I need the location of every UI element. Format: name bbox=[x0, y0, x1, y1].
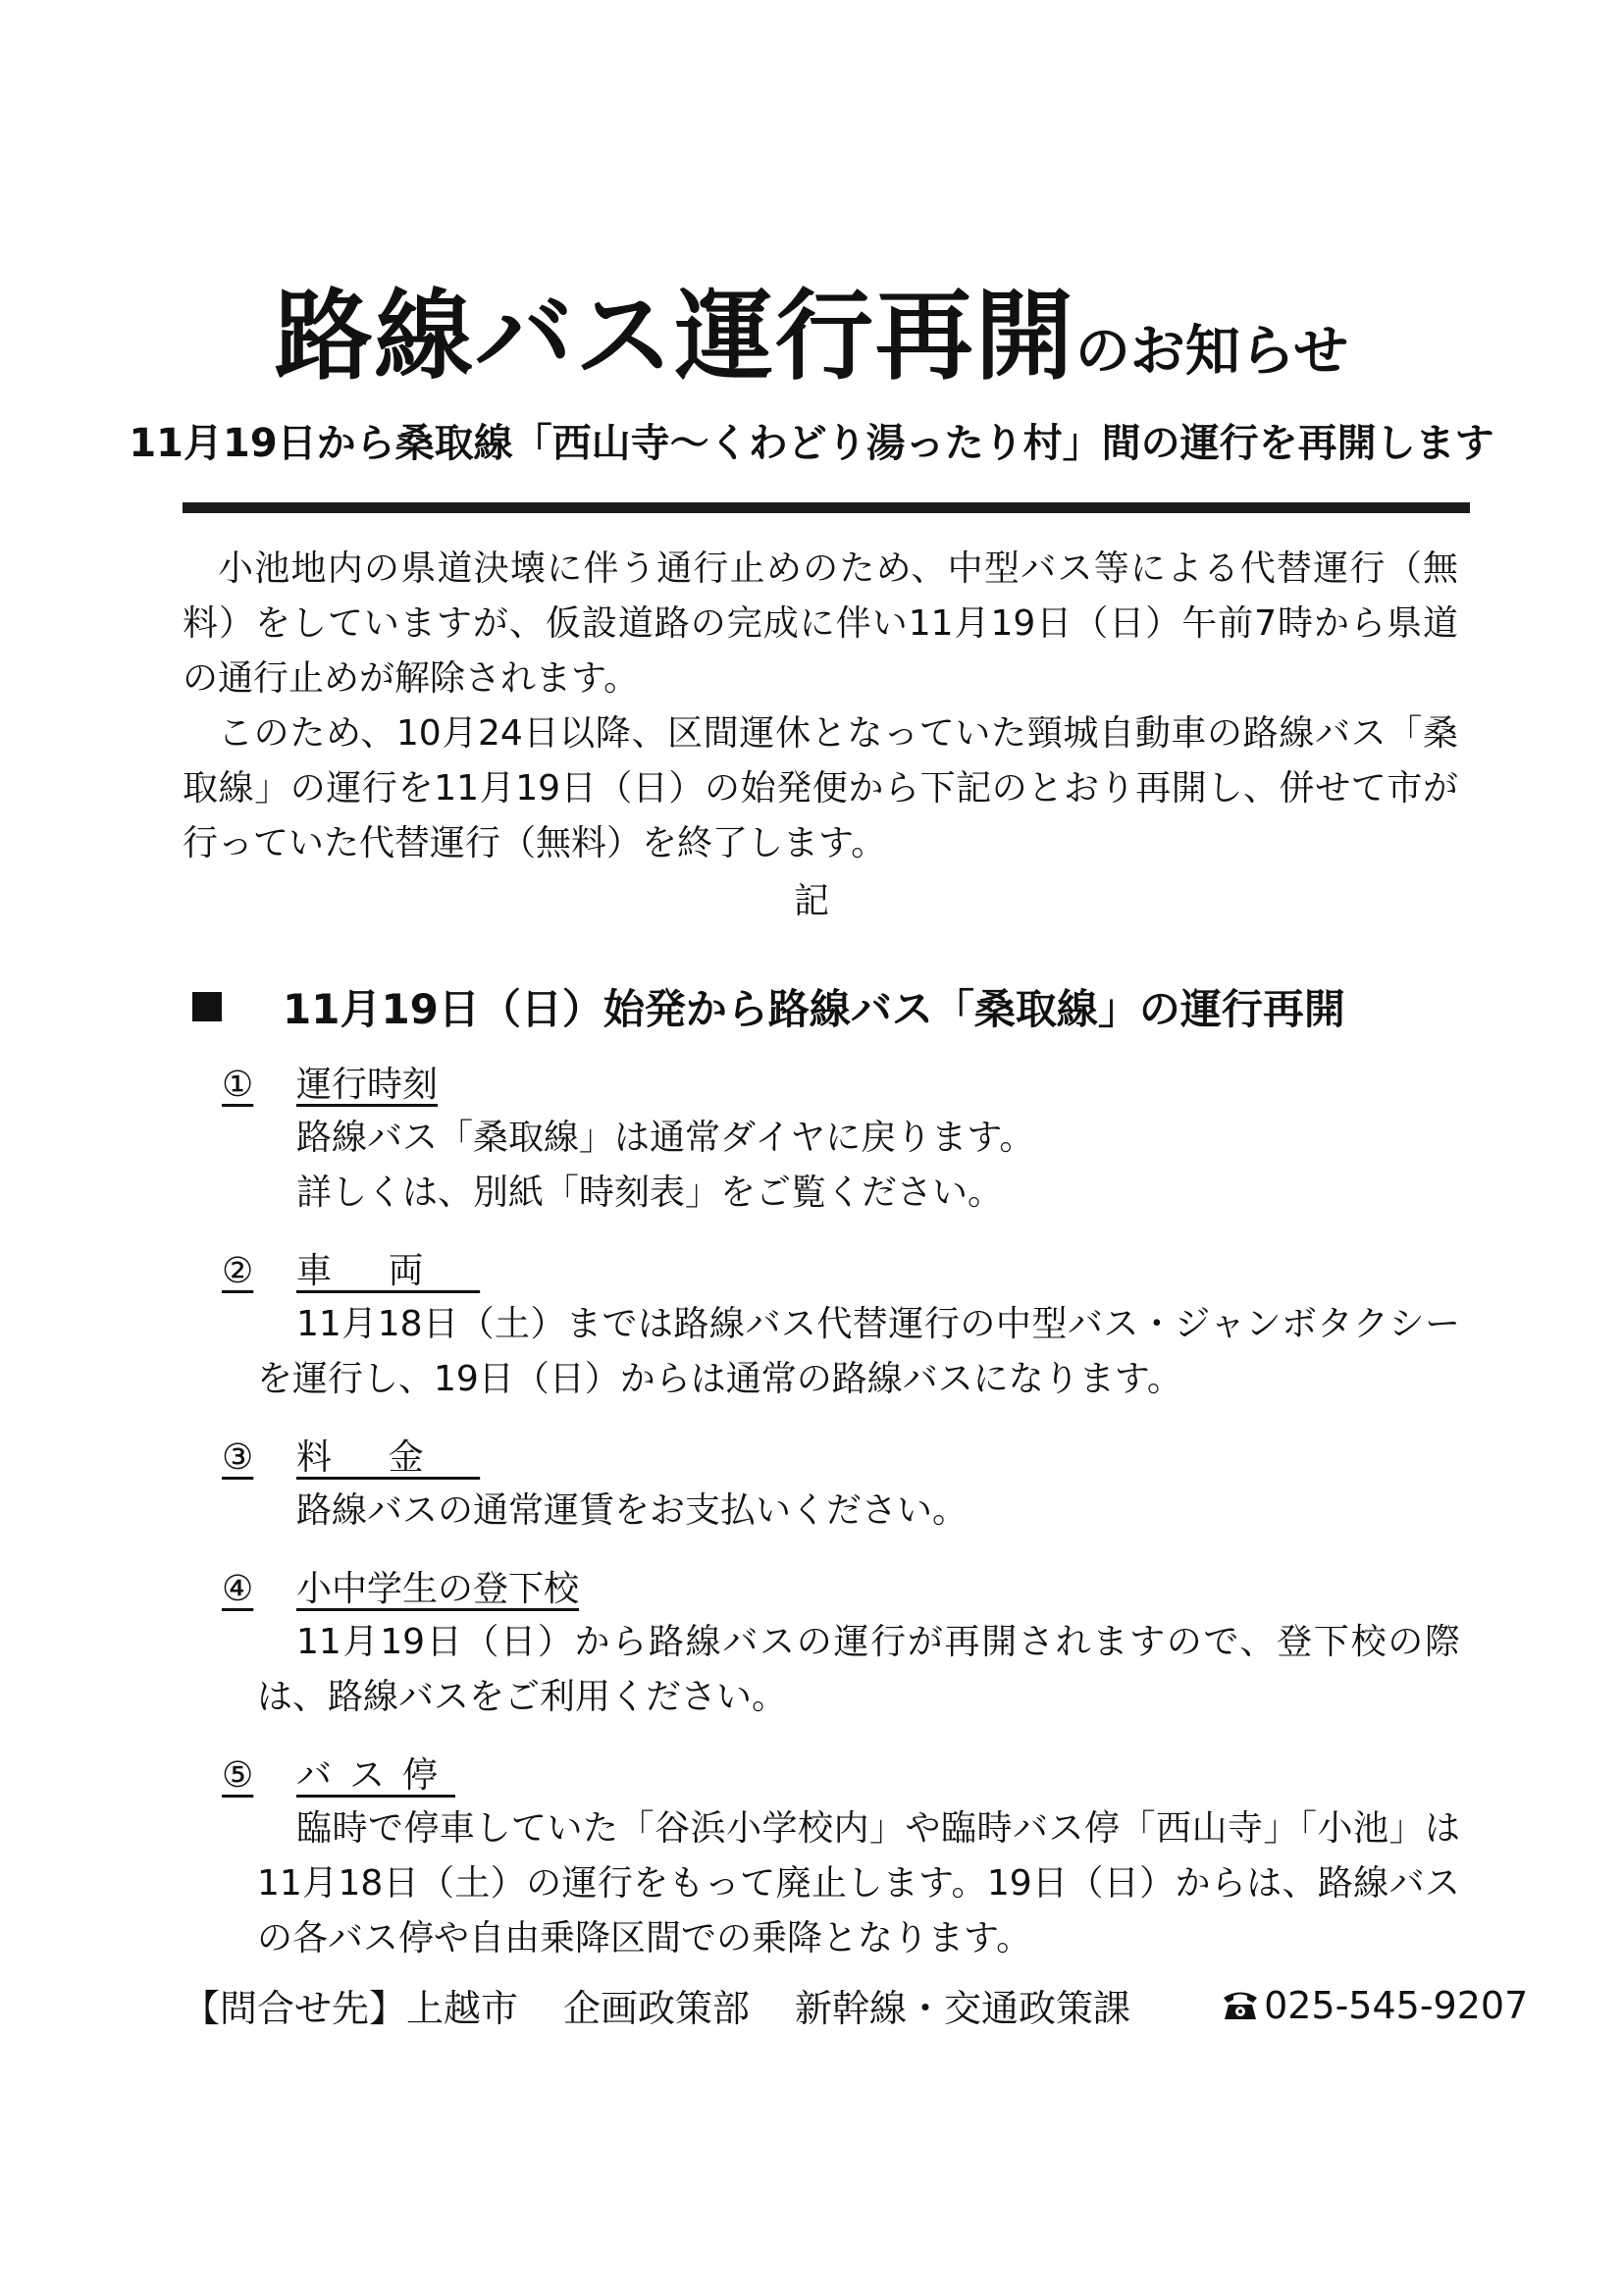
item-text: 11月19日（日）から路線バスの運行が再開されますので、登下校の際は、路線バスをご利用ください。 bbox=[257, 1622, 1460, 1717]
intro-paragraph-2: このため、10月24日以降、区間運休となっていた頸城自動車の路線バス「桑取線」の運行を11月19日（日）の始発便から下記のとおり再開し、併せて市が行っていた代替運行（無料）を終了します。 bbox=[183, 713, 1458, 863]
section-heading bbox=[192, 977, 1345, 1036]
contact-section: 新幹線・交通政策課 bbox=[795, 1987, 1131, 2030]
item-header bbox=[222, 1060, 1460, 1111]
intro-text bbox=[183, 542, 1458, 871]
contact-phone: 025-545-9207 bbox=[1264, 1983, 1529, 2027]
item-number: ⑤ bbox=[222, 1755, 254, 1796]
item-label: 小中学生の登下校 bbox=[296, 1569, 580, 1609]
header-divider bbox=[183, 502, 1470, 513]
item-list bbox=[222, 1060, 1460, 1992]
contact-department: 企画政策部 bbox=[563, 1987, 751, 2030]
item-number: ④ bbox=[222, 1569, 254, 1609]
item-header bbox=[222, 1246, 1460, 1297]
phone-icon bbox=[1221, 1989, 1260, 2022]
page-title bbox=[0, 257, 1623, 398]
item-text: 路線バスの通常運賃をお支払いください。 bbox=[296, 1490, 969, 1531]
title-sub: のお知らせ bbox=[1074, 320, 1349, 384]
item-text: 臨時で停車していた「谷浜小学校内」や臨時バス停「西山寺」「小池」は11月18日（土）の運行をもって廃止します。19日（日）からは、路線バスの各バス停や自由乗降区間での乗降となります。 bbox=[257, 1808, 1460, 1958]
subtitle: 11月19日から桑取線「西山寺～くわどり湯ったり村」間の運行を再開します bbox=[129, 421, 1494, 466]
item-label: 料金 bbox=[296, 1437, 481, 1478]
contact-info bbox=[183, 1978, 1528, 2032]
item-text: 11月18日（土）までは路線バス代替運行の中型バス・ジャンボタクシーを運行し、19日（日）からは通常の路線バスになります。 bbox=[257, 1304, 1460, 1399]
title-main: 路線バス運行再開 bbox=[274, 279, 1075, 393]
item-number: ① bbox=[222, 1065, 254, 1105]
item-text: 詳しくは、別紙「時刻表」をご覧ください。 bbox=[296, 1173, 1004, 1213]
item-label: バス停 bbox=[296, 1755, 456, 1796]
section-heading-text: 11月19日（日）始発から路線バス「桑取線」の運行再開 bbox=[283, 985, 1345, 1033]
item-fare bbox=[222, 1433, 1460, 1539]
item-text: 路線バス「桑取線」は通常ダイヤに戻ります。 bbox=[296, 1118, 1035, 1158]
item-header bbox=[222, 1564, 1460, 1615]
square-bullet-icon bbox=[192, 992, 222, 1021]
item-number: ③ bbox=[222, 1437, 254, 1478]
item-header bbox=[222, 1433, 1460, 1484]
item-label: 車両 bbox=[296, 1251, 481, 1291]
item-bus-stop bbox=[222, 1750, 1460, 1966]
ki-mark: 記 bbox=[793, 881, 829, 921]
item-schedule bbox=[222, 1060, 1460, 1221]
item-label: 運行時刻 bbox=[296, 1065, 439, 1105]
item-students bbox=[222, 1564, 1460, 1725]
contact-city: 上越市 bbox=[406, 1987, 519, 2030]
contact-label: 【問合せ先】 bbox=[183, 1987, 407, 2030]
item-number: ② bbox=[222, 1251, 254, 1291]
item-header bbox=[222, 1750, 1460, 1801]
item-vehicle bbox=[222, 1246, 1460, 1407]
intro-paragraph-1: 小池地内の県道決壊に伴う通行止めのため、中型バス等による代替運行（無料）をしていますが、仮設道路の完成に伴い11月19日（日）午前7時から県道の通行止めが解除されます。 bbox=[183, 548, 1458, 699]
